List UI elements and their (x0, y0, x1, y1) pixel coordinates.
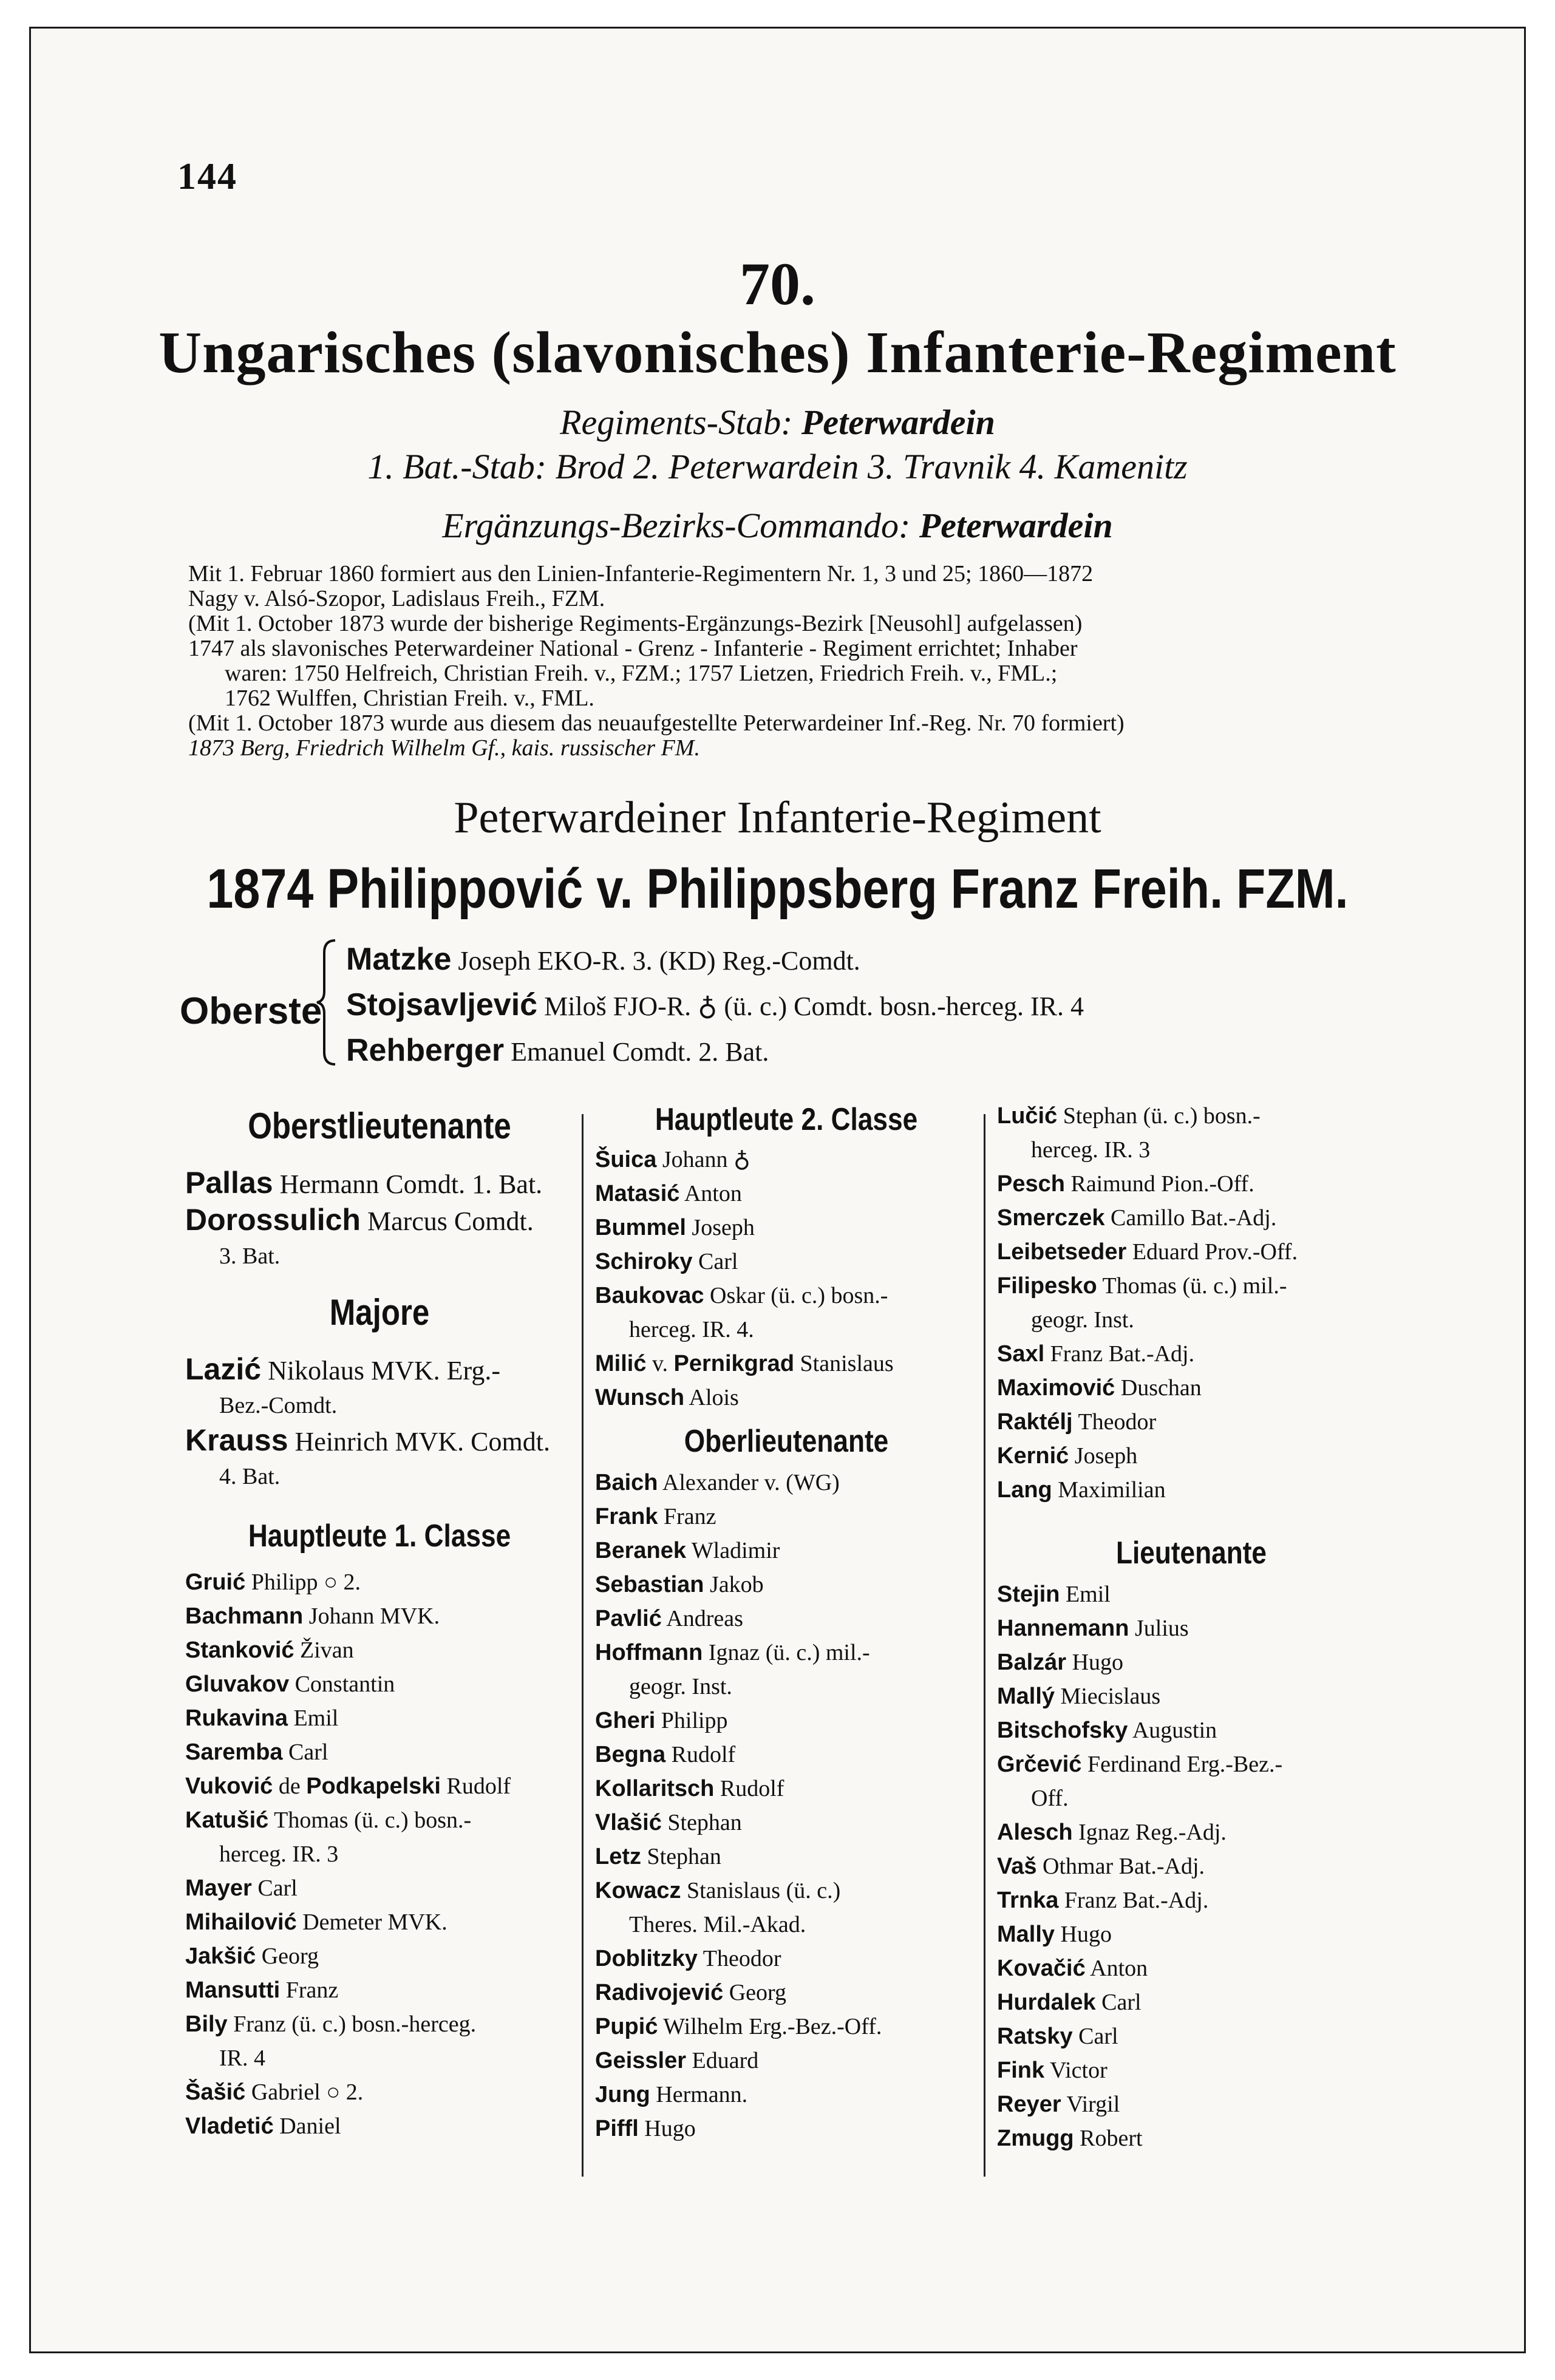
entry-name: Stojsavljević (346, 987, 538, 1022)
history-line: 1873 Berg, Friedrich Wilhelm Gf., kais. russischer FM. (188, 735, 700, 761)
oberst-entry (346, 987, 1084, 1023)
list-item-continuation: geogr. Inst. (629, 1674, 732, 1699)
list-item: Balzár Hugo (997, 1650, 1124, 1675)
list-item: Fink Victor (997, 2058, 1108, 2083)
list-item: Lazić Nikolaus MVK. Erg.- (185, 1352, 500, 1386)
list-lieutenante (997, 1577, 1386, 2155)
order-symbol-icon: ♁ (698, 991, 718, 1021)
list-item: Mally Hugo (997, 1922, 1112, 1947)
list-item: Bitschofsky Augustin (997, 1718, 1217, 1743)
list-item-continuation: Off. (1031, 1786, 1069, 1811)
page-number: 144 (177, 156, 237, 197)
list-item: Baich Alexander v. (WG) (595, 1470, 840, 1495)
column-3 (997, 1099, 1386, 2155)
history-line: Mit 1. Februar 1860 formiert aus den Linien-Infanterie-Regimentern Nr. 1, 3 und 25; 1860—1872 (188, 561, 1094, 586)
section-heading: Oberlieutenante (684, 1424, 889, 1459)
list-item: Schiroky Carl (595, 1249, 738, 1274)
order-symbol-icon: ♁ (733, 1147, 750, 1172)
list-item: Trnka Franz Bat.-Adj. (997, 1888, 1209, 1913)
list-item: Gluvakov Constantin (185, 1671, 395, 1697)
list-oberlieutenante-continued (997, 1099, 1386, 1507)
oberst-entry (346, 1032, 769, 1069)
list-item: Milić v. Pernikgrad Stanislaus (595, 1351, 894, 1376)
section-heading: Oberstlieutenante (248, 1106, 511, 1146)
list-majore (185, 1352, 574, 1494)
column-2 (595, 1099, 978, 2146)
list-item: Vaš Othmar Bat.-Adj. (997, 1854, 1205, 1879)
list-item: Filipesko Thomas (ü. c.) mil.- (997, 1273, 1287, 1299)
list-item: Lučić Stephan (ü. c.) bosn.- (997, 1103, 1261, 1129)
history-line: waren: 1750 Helfreich, Christian Freih. v., FZM.; 1757 Lietzen, Friedrich Freih. v., FML.; (225, 661, 1058, 686)
erg-command-place: Peterwardein (919, 506, 1113, 545)
list-item: Krauss Heinrich MVK. Comdt. (185, 1423, 550, 1457)
list-item: Šuica Johann ♁ (595, 1143, 978, 1177)
list-item: Piffl Hugo (595, 2116, 696, 2141)
entry-name: Matzke (346, 942, 452, 977)
list-item: Radivojević Georg (595, 1980, 786, 2005)
list-item: Kollaritsch Rudolf (595, 1776, 784, 1801)
list-item: Leibetseder Eduard Prov.-Off. (997, 1239, 1298, 1265)
list-item: Gruić Philipp ○ 2. (185, 1565, 574, 1599)
list-item: Stejin Emil (997, 1582, 1111, 1607)
list-item: Hurdalek Carl (997, 1990, 1142, 2015)
oberste-label: Oberste (180, 990, 322, 1032)
list-item: Bummel Joseph (595, 1215, 755, 1240)
list-item: Smerczek Camillo Bat.-Adj. (997, 1205, 1277, 1231)
list-item: Alesch Ignaz Reg.-Adj. (997, 1820, 1227, 1845)
list-item: Raktélj Theodor (997, 1409, 1157, 1435)
list-item: Dorossulich Marcus Comdt. (185, 1203, 534, 1237)
list-item: Vuković de Podkapelski Rudolf (185, 1773, 511, 1799)
oberst-entry (346, 941, 860, 977)
list-item: Kernić Joseph (997, 1443, 1138, 1469)
list-item-continuation: Bez.-Comdt. (219, 1393, 338, 1418)
list-item: Doblitzky Theodor (595, 1946, 781, 1971)
list-item-continuation: 4. Bat. (219, 1464, 281, 1489)
entry-name: Rehberger (346, 1033, 505, 1068)
history-line: 1747 als slavonisches Peterwardeiner National - Grenz - Infanterie - Regiment errichtet; Inhaber (188, 636, 1078, 661)
list-item: Sebastian Jakob (595, 1572, 764, 1597)
list-item: Mallý Miecislaus (997, 1684, 1161, 1709)
column-1 (185, 1099, 574, 2143)
list-item: Rukavina Emil (185, 1705, 339, 1731)
history-line: (Mit 1. October 1873 wurde aus diesem das neuaufgestellte Peterwardeiner Inf.-Reg. Nr. 70 formiert) (188, 710, 1125, 736)
regiment-subtitle: Peterwardeiner Infanterie-Regiment (454, 793, 1101, 843)
list-item: Reyer Virgil (997, 2092, 1120, 2117)
list-item: Maximović Duschan (997, 1375, 1202, 1401)
regiment-staff-place: Peterwardein (801, 403, 995, 442)
list-oberstlieutenante (185, 1165, 574, 1273)
list-item: Begna Rudolf (595, 1742, 736, 1767)
list-item: Letz Stephan (595, 1844, 721, 1869)
list-item: Pupić Wilhelm Erg.-Bez.-Off. (595, 2014, 882, 2039)
list-item: Kowacz Stanislaus (ü. c.) (595, 1878, 841, 1903)
regiment-staff-label: Regiments-Stab: (560, 403, 793, 442)
list-item: Mayer Carl (185, 1875, 298, 1901)
list-item: Mihailović Demeter MVK. (185, 1909, 447, 1935)
list-hauptleute-1 (185, 1565, 574, 2143)
list-item-continuation: herceg. IR. 3 (219, 1841, 339, 1867)
list-item: Bily Franz (ü. c.) bosn.-herceg. (185, 2011, 477, 2037)
list-item: Katušić Thomas (ü. c.) bosn.- (185, 1807, 472, 1833)
list-hauptleute-2 (595, 1143, 978, 1415)
list-item: Grčević Ferdinand Erg.-Bez.- (997, 1752, 1283, 1777)
list-oberlieutenante (595, 1466, 978, 2146)
history-line: (Mit 1. October 1873 wurde der bisherige Regiments-Ergänzungs-Bezirk [Neusohl] aufgelassen) (188, 611, 1083, 636)
curly-brace-icon (315, 938, 338, 1067)
page-title: Ungarisches (slavonisches) Infanterie-Regiment (158, 320, 1397, 386)
list-item: Vlašić Stephan (595, 1810, 742, 1835)
list-item: Baukovac Oskar (ü. c.) bosn.- (595, 1283, 888, 1308)
column-divider (582, 1114, 584, 2177)
list-item: Stanković Živan (185, 1637, 354, 1663)
regiment-staff-line (0, 402, 1555, 443)
list-item: Jakšić Georg (185, 1943, 319, 1969)
entry-detail: Miloš FJO-R. (544, 991, 692, 1021)
list-item: Hannemann Julius (997, 1616, 1189, 1641)
list-item-continuation: herceg. IR. 4. (629, 1317, 754, 1342)
order-badge-icon: ○ 2. (324, 1569, 361, 1595)
list-item: Saremba Carl (185, 1739, 328, 1765)
list-item-continuation: herceg. IR. 3 (1031, 1137, 1151, 1163)
list-item: Lang Maximilian (997, 1477, 1166, 1503)
list-item: Bachmann Johann MVK. (185, 1603, 440, 1629)
list-item: Jung Hermann. (595, 2082, 748, 2107)
list-item: Mansutti Franz (185, 1977, 339, 2003)
section-heading: Lieutenante (1115, 1535, 1267, 1571)
list-item: Frank Franz (595, 1504, 716, 1529)
list-item: Zmugg Robert (997, 2126, 1143, 2151)
list-item-continuation: Theres. Mil.-Akad. (629, 1912, 806, 1937)
entry-detail: Joseph EKO-R. 3. (KD) Reg.-Comdt. (458, 946, 860, 976)
list-item-continuation: geogr. Inst. (1031, 1307, 1134, 1333)
list-item: Beranek Wladimir (595, 1538, 780, 1563)
list-item: Geissler Eduard (595, 2048, 759, 2073)
history-line: Nagy v. Alsó-Szopor, Ladislaus Freih., FZM. (188, 586, 605, 611)
entry-detail: Emanuel Comdt. 2. Bat. (511, 1037, 769, 1067)
column-divider (984, 1114, 985, 2177)
list-item-continuation: 3. Bat. (219, 1243, 281, 1269)
list-item: Ratsky Carl (997, 2024, 1118, 2049)
list-item: Matasić Anton (595, 1181, 742, 1206)
history-line: 1762 Wulffen, Christian Freih. v., FML. (225, 685, 594, 711)
regiment-number: 70. (740, 250, 815, 318)
battalion-staffs: 1. Bat.-Stab: Brod 2. Peterwardein 3. Travnik 4. Kamenitz (367, 447, 1188, 486)
section-heading: Majore (329, 1292, 430, 1333)
list-item: Pavlić Andreas (595, 1606, 743, 1631)
list-item: Šašić Gabriel ○ 2. (185, 2075, 574, 2109)
list-item: Pesch Raimund Pion.-Off. (997, 1171, 1254, 1197)
section-heading: Hauptleute 1. Classe (248, 1518, 511, 1554)
list-item: Saxl Franz Bat.-Adj. (997, 1341, 1195, 1367)
order-badge-icon: ○ 2. (326, 2079, 364, 2105)
list-item: Vladetić Daniel (185, 2113, 341, 2139)
list-item: Gheri Philipp (595, 1708, 728, 1733)
section-heading: Hauptleute 2. Classe (655, 1102, 918, 1137)
inhaber-line: 1874 Philippović v. Philippsberg Franz Freih. FZM. (206, 858, 1349, 920)
regiment-history (188, 562, 1400, 761)
list-item: Hoffmann Ignaz (ü. c.) mil.- (595, 1640, 870, 1665)
list-item: Pallas Hermann Comdt. 1. Bat. (185, 1166, 543, 1200)
list-item-continuation: IR. 4 (219, 2045, 265, 2071)
list-item: Wunsch Alois (595, 1385, 739, 1410)
erg-command-label: Ergänzungs-Bezirks-Commando: (442, 506, 911, 545)
list-item: Kovačić Anton (997, 1956, 1148, 1981)
entry-detail: (ü. c.) Comdt. bosn.-herceg. IR. 4 (724, 991, 1084, 1021)
erg-command-line (0, 505, 1555, 546)
